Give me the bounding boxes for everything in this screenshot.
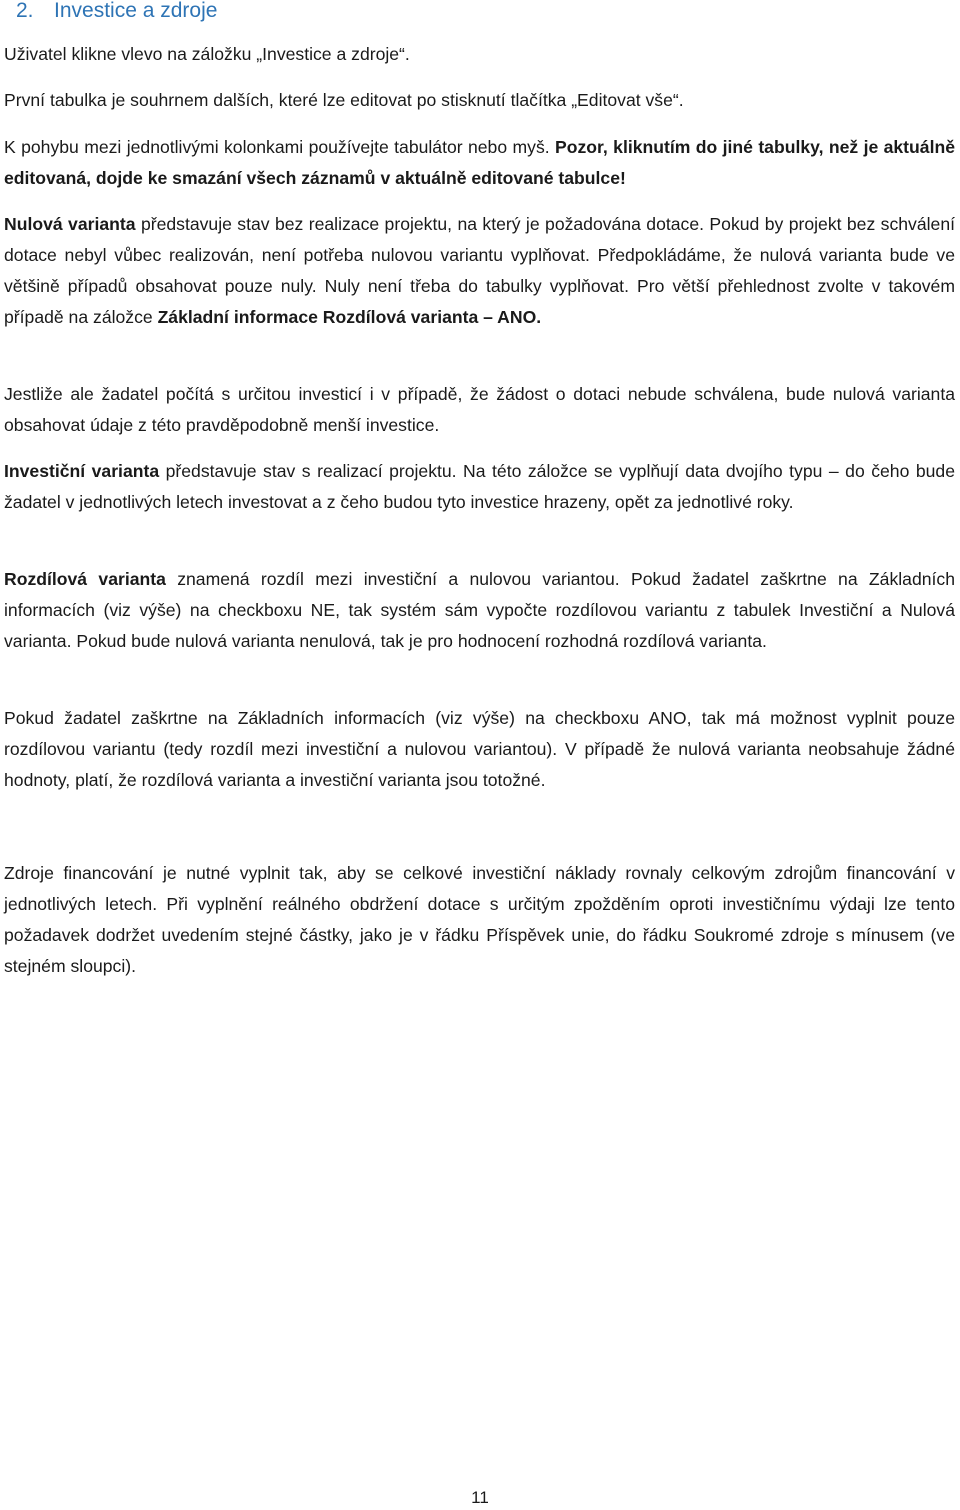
section-heading: [16, 0, 217, 24]
paragraph-navigation-warning: [4, 132, 955, 194]
paragraph-intro: Uživatel klikne vlevo na záložku „Investice a zdroje“.: [4, 44, 410, 64]
paragraph-summary-table: První tabulka je souhrnem dalších, které lze editovat po stisknutí tlačítka „Editovat vše“.: [4, 90, 684, 110]
section-title: Investice a zdroje: [54, 0, 218, 22]
paragraph-difference-variant: [4, 564, 955, 657]
navigation-text: K pohybu mezi jednotlivými kolonkami používejte tabulátor nebo myš.: [4, 137, 556, 157]
paragraph-checkbox-ano: Pokud žadatel zaškrtne na Základních informacích (viz výše) na checkboxu ANO, tak má možnost vyplnit pouze rozdílovou variantu (tedy rozdíl mezi investiční a nulovou variantou). V případě že nulová varianta neobsahuje žádné hodnoty, platí, že rozdílová varianta a investiční varianta jsou totožné.: [4, 708, 955, 790]
zero-variant-text: představuje stav bez realizace projektu, na který je požadována dotace. Pokud by projekt bez schválení dotace nebyl vůbec realizován, není potřeba nulovou variantu vyplňovat. Předpokládáme, že nulová varianta bude ve většině případů obsahovat pouze nuly. Nuly není třeba do tabulky vyplňovat. Pro větší přehlednost zvolte v takovém případě na záložce: [4, 214, 955, 327]
paragraph-investment-variant: [4, 456, 955, 518]
paragraph-zero-variant: [4, 209, 955, 333]
paragraph-zero-variant-investment: Jestliže ale žadatel počítá s určitou investicí i v případě, že žádost o dotaci nebude schválena, bude nulová varianta obsahovat údaje z této pravděpodobně menší investice.: [4, 384, 955, 435]
section-number: 2.: [16, 0, 34, 22]
zero-variant-setting: Základní informace Rozdílová varianta – ANO.: [157, 307, 542, 327]
investment-variant-text: představuje stav s realizací projektu. Na této záložce se vyplňují data dvojího typu – do čeho bude žadatel v jednotlivých letech investovat a z čeho budou tyto investice hrazeny, opět za jednotlivé roky.: [4, 461, 955, 512]
difference-variant-term: Rozdílová varianta: [4, 569, 166, 589]
page-number: 11: [471, 1488, 489, 1507]
paragraph-financing-sources: Zdroje financování je nutné vyplnit tak, aby se celkové investiční náklady rovnaly celkovým zdrojům financování v jednotlivých letech. Při vyplnění reálného obdržení dotace s určitým zpožděním oproti investičnímu výdaji lze tento požadavek dodržet uvedením stejné částky, jako je v řádku Příspěvek unie, do řádku Soukromé zdroje s mínusem (ve stejném sloupci).: [4, 863, 955, 976]
investment-variant-term: Investiční varianta: [4, 461, 160, 481]
zero-variant-term: Nulová varianta: [4, 214, 136, 234]
warning-text: Pozor, kliknutím do jiné tabulky, než je aktuálně editovaná, dojde ke smazání všech záznamů v aktuálně editované tabulce!: [4, 137, 955, 188]
difference-variant-text: znamená rozdíl mezi investiční a nulovou variantou. Pokud žadatel zaškrtne na Základních informacích (viz výše) na checkboxu NE, tak systém sám vypočte rozdílovou variantu z tabulek Investiční a Nulová varianta. Pokud bude nulová varianta nenulová, tak je pro hodnocení rozhodná rozdílová varianta.: [4, 569, 955, 651]
